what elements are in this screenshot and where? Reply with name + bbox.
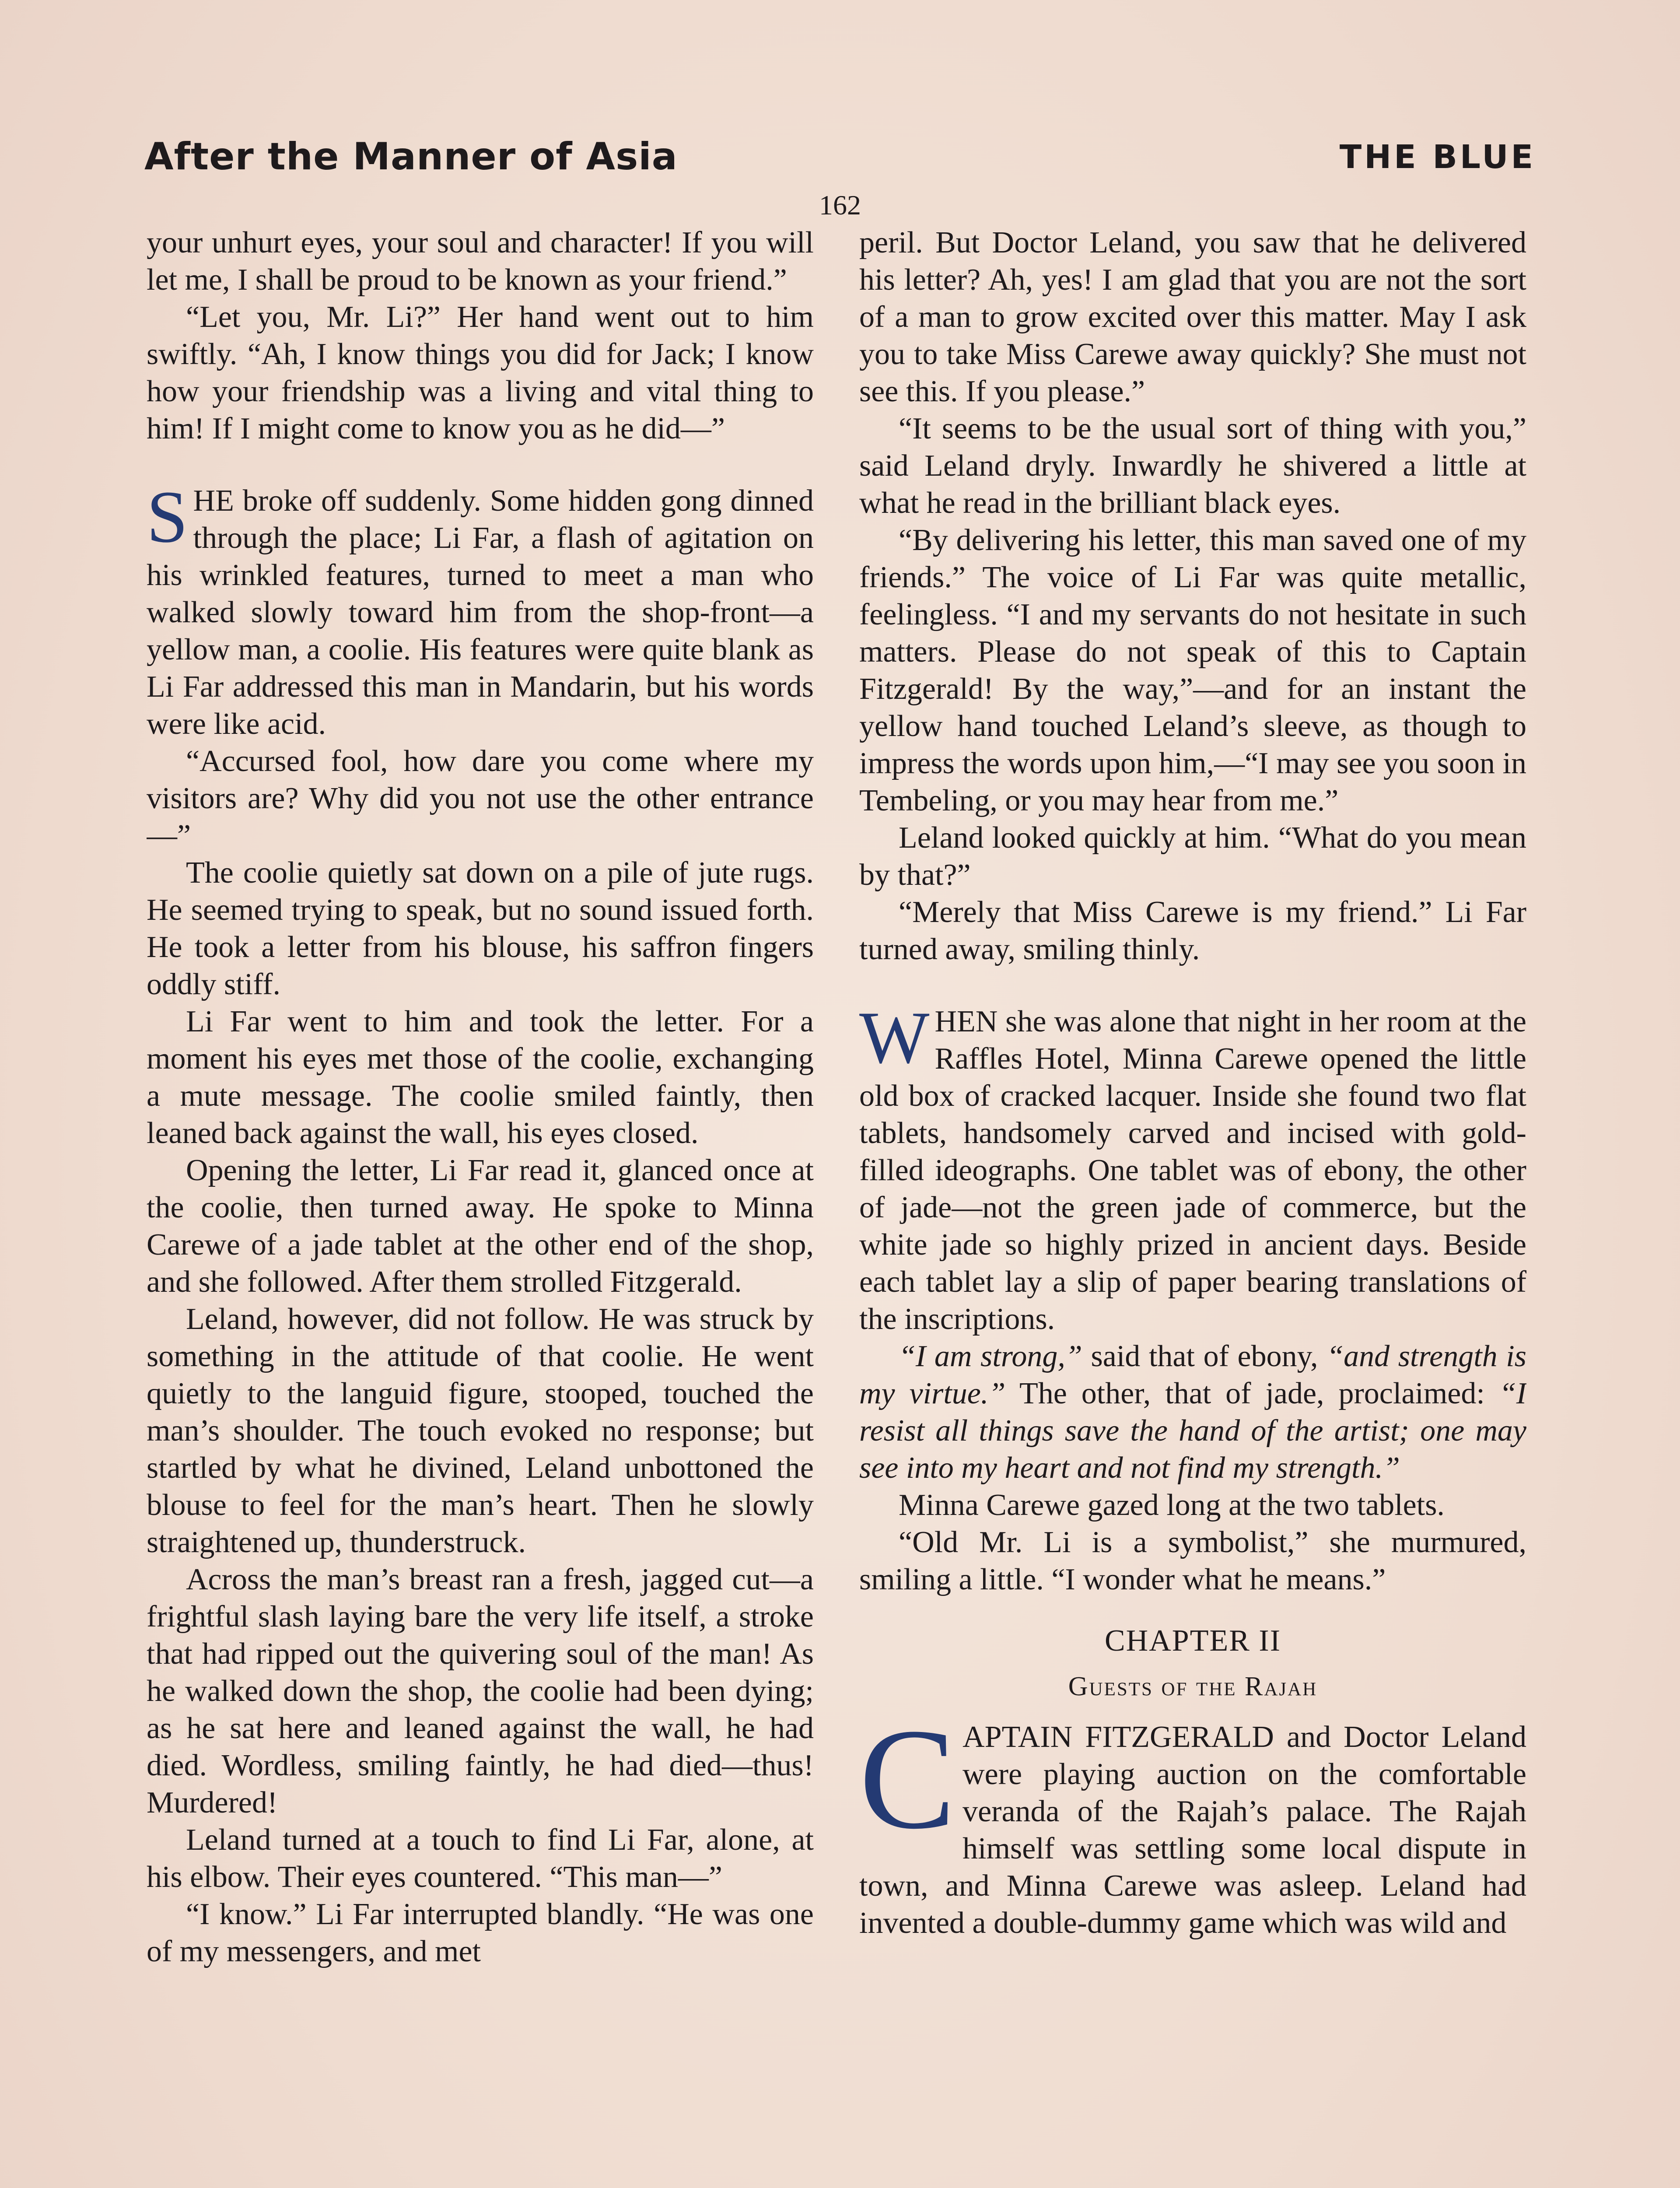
lead-caps: HE <box>193 484 234 518</box>
paragraph-inscriptions <box>859 1338 1526 1487</box>
right-column <box>859 224 1526 2188</box>
paragraph-text: and Doctor Leland were playing auction on the comfortable veranda of the Rajah’s palace. The Rajah himself was settling some local dispute in town, and Minna Carewe was asleep. Leland had invented a double-dummy game which was wild and <box>859 1720 1526 1940</box>
paragraph: peril. But Doctor Leland, you saw that he delivered his letter? Ah, yes! I am glad that you are not the sort of a man to grow excited over this matter. May I ask you to take Miss Carewe away quickly? She must not see this. If you please.” <box>859 226 1526 408</box>
drop-cap: S <box>147 476 188 558</box>
paragraph: “I know.” Li Far interrupted blandly. “He was one of my messengers, and met <box>147 1897 814 1968</box>
chapter-subtitle: Guests of the Rajah <box>1068 1672 1318 1701</box>
paragraph: “Old Mr. Li is a symbolist,” she murmured, smiling a little. “I wonder what he means.” <box>859 1525 1526 1596</box>
paragraph: Leland, however, did not follow. He was struck by something in the attitude of that coolie. He went quietly to the languid figure, stooped, touched the man’s shoulder. The touch evoked no response; but startled by what he divined, Leland unbottoned the blouse to feel for the man’s heart. Then he slowly straightened up, thunderstruck. <box>147 1302 814 1559</box>
ebony-inscription-2: “and strength is my virtue.” <box>859 1339 1526 1410</box>
paragraph-text: The other, that of jade, proclaimed: <box>1005 1377 1499 1410</box>
paragraph: Minna Carewe gazed long at the two tablets. <box>899 1488 1445 1522</box>
paragraph-text: said that of ebony, <box>1082 1339 1327 1373</box>
paragraph: “Merely that Miss Carewe is my friend.” Li Far turned away, smiling thinly. <box>859 895 1526 966</box>
paragraph: Leland looked quickly at him. “What do you mean by that?” <box>859 821 1526 892</box>
paragraph-text: she was alone that night in her room at the Raffles Hotel, Minna Carewe opened the little old box of cracked lacquer. Inside she found two flat tablets, handsomely carved and incised with gold-filled ideographs. One tablet was of ebony, the other of jade—not the green jade of commerce, but the white jade so highly prized in ancient days. Beside each tablet lay a slip of paper bearing translations of the inscriptions. <box>859 1005 1526 1336</box>
chapter-title: CHAPTER II <box>1104 1624 1281 1658</box>
section-break <box>859 968 1526 1003</box>
drop-cap: W <box>859 996 930 1079</box>
page-number: 162 <box>819 189 861 221</box>
ebony-inscription: “I am strong,” <box>899 1339 1082 1373</box>
left-column <box>147 224 814 2188</box>
paragraph: Leland turned at a touch to find Li Far, alone, at his elbow. Their eyes countered. “This man—” <box>147 1823 814 1894</box>
drop-cap: C <box>859 1699 956 1859</box>
paragraph: “Accursed fool, how dare you come where my visitors are? Why did you not use the other entrance—” <box>147 744 814 852</box>
paragraph: “By delivering his letter, this man saved one of my friends.” The voice of Li Far was quite metallic, feelingless. “I and my servants do not hesitate in such matters. Please do not speak of this to Captain Fitzgerald! By the way,”—and for an instant the yellow hand touched Leland’s sleeve, as though to impress the words upon him,—“I may see you soon in Tembeling, or you may hear from me.” <box>859 523 1526 817</box>
paragraph: Across the man’s breast ran a fresh, jagged cut—a frightful slash laying bare the very life itself, a stroke that had ripped out the quivering soul of the man! As he walked down the shop, the coolie had been dying; as he sat here and leaned against the wall, he had died. Wordless, smiling faintly, he had died—thus! Murdered! <box>147 1563 814 1820</box>
paragraph-text: broke off suddenly. Some hidden gong dinned through the place; Li Far, a flash of agitation on his wrinkled features, turned to meet a man who walked slowly toward him from the shop-front—a yellow man, a coolie. His features were quite blank as Li Far addressed this man in Mandarin, but his words were like acid. <box>147 484 814 741</box>
paragraph: “Let you, Mr. Li?” Her hand went out to him swiftly. “Ah, I know things you did for Jack; I know how your friendship was a living and vital thing to him! If I might come to know you as he did—” <box>147 300 814 445</box>
paragraph: Opening the letter, Li Far read it, glanced once at the coolie, then turned away. He spoke to Minna Carewe of a jade tablet at the other end of the shop, and she followed. After them strolled Fitzgerald. <box>147 1154 814 1299</box>
paragraph-dropcap <box>859 996 1526 1338</box>
magazine-name: THE BLUE <box>1339 138 1536 176</box>
paragraph: “It seems to be the usual sort of thing with you,” said Leland dryly. Inwardly he shivered a little at what he read in the brilliant black eyes. <box>859 412 1526 520</box>
paragraph-dropcap <box>859 1699 1526 1942</box>
lead-caps: APTAIN FITZGERALD <box>962 1720 1274 1754</box>
paragraph: The coolie quietly sat down on a pile of jute rugs. He seemed trying to speak, but no sound issued forth. He took a letter from his blouse, his saffron fingers oddly stiff. <box>147 856 814 1001</box>
jade-inscription: “I resist all things save the hand of the artist; one may see into my heart and not find my strength.” <box>859 1377 1526 1485</box>
section-break <box>147 447 814 482</box>
paragraph: your unhurt eyes, your soul and character! If you will let me, I shall be proud to be known as your friend.” <box>147 226 814 297</box>
running-title: After the Manner of Asia <box>144 135 678 179</box>
lead-caps: HEN <box>934 1005 998 1038</box>
paragraph: Li Far went to him and took the letter. For a moment his eyes met those of the coolie, exchanging a mute message. The coolie smiled faintly, then leaned back against the wall, his eyes closed. <box>147 1005 814 1150</box>
paragraph-dropcap <box>147 476 814 743</box>
